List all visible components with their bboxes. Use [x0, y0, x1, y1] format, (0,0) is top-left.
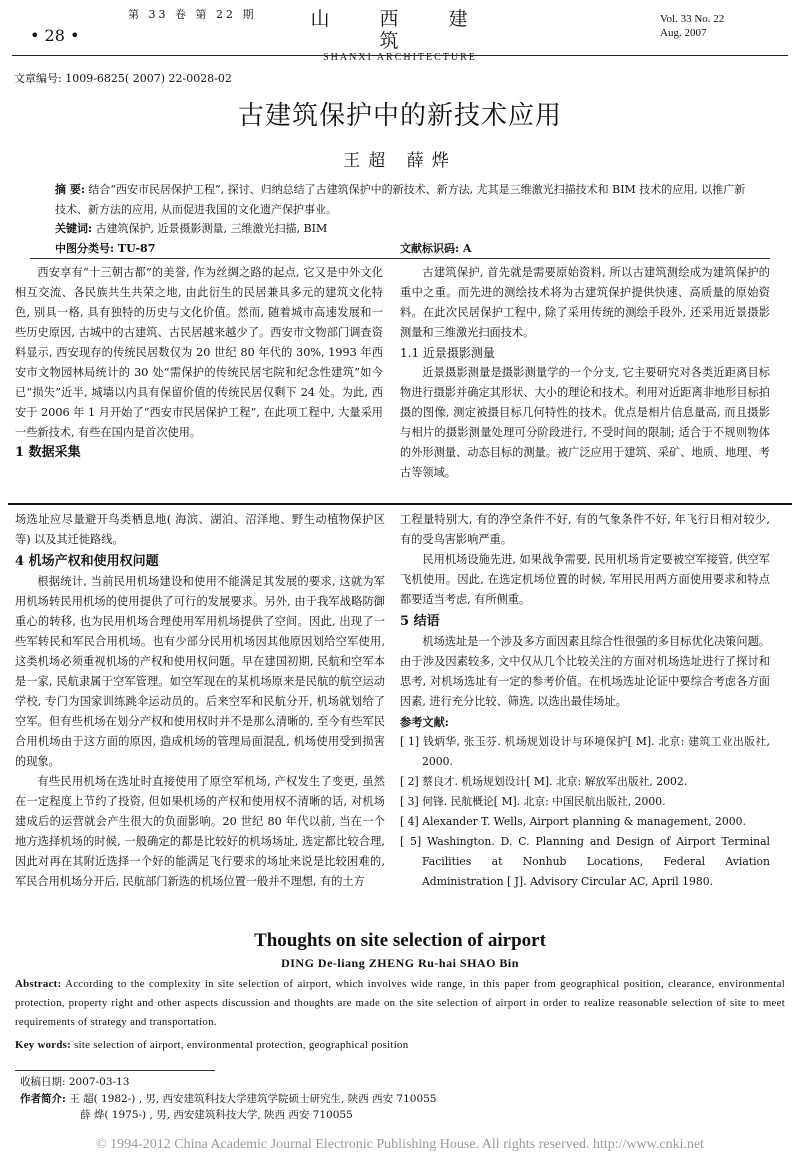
body-right-column-1 — [400, 263, 770, 483]
english-title: Thoughts on site selection of airport — [254, 930, 546, 951]
abstract-separator — [30, 258, 770, 259]
body-left-column-2 — [15, 510, 385, 892]
section-heading: 1 数据采集 — [15, 445, 81, 460]
paragraph: 西安享有“十三朝古都”的美誉, 作为丝绸之路的起点, 它又是中外文化相互交流、各民族共生共荣之地, 由此衍生的民居兼具多元的建筑文化特色, 别具一格, 具有独特的历史与文化价值。然而, 随着城市高速发展和一些历史原因, 古城中的古建筑、古民居越来越少了。西安市文物部门调查资料显示, 西安现存的传统民居数仅为 20 世纪 80 年代的 30%, 1993 年西安市文物园林局统计的 30 处“需保护的传统民居宅院和纪念性建筑”如今已“损失”近半, 城墙以内具有保留价值的传统民居仅剩下 24 处。为此, 西安于 2006 年 1 月开始了“西安市民居保护工程”, 在此项工程中, 大量采用一些新技术, 有些在国内是首次使用。 — [15, 266, 383, 439]
article-divider — [8, 503, 792, 505]
section-heading: 5 结语 — [400, 614, 440, 629]
journal-name-en: SHANXI ARCHITECTURE — [323, 52, 477, 63]
reference-item: [ 1] 钱炳华, 张玉芬. 机场规划设计与环境保护[ M]. 北京: 建筑工业出版社, 2000. — [400, 735, 770, 768]
keywords-text: 古建筑保护, 近景摄影测量, 三维激光扫描, BIM — [95, 222, 328, 235]
english-keywords-text: site selection of airport, environmental protection, geographical position — [74, 1039, 409, 1051]
english-abstract-label: Abstract: — [15, 978, 62, 990]
paragraph: 民用机场设施先进, 如果战争需要, 民用机场肯定要被空军接管, 供空军飞机使用。因此, 在选定机场位置的时候, 军用民用两方面使用要求和特点都要适当考虑, 有所侧重。 — [400, 553, 770, 606]
author-bio-1: 王 超( 1982-) , 男, 西安建筑科技大学建筑学院硕士研究生, 陕西 西安 710055 — [69, 1093, 437, 1105]
abstract-text: 结合“西安市民居保护工程”, 探讨、归纳总结了古建筑保护中的新技术、新方法, 尤其是三维激光扫描技术和 BIM 技术的应用, 以推广新技术、新方法的应用, 从而促进我国的文化遗产保护事业。 — [55, 183, 746, 216]
abstract-label: 摘 要: — [55, 183, 85, 196]
paragraph: 根据统计, 当前民用机场建设和使用不能满足其发展的要求, 这就为军用机场转民用机场的使用提供了可行的发展要求。另外, 由于我军战略防御重心的转移, 也为民用机场合理使用军用机场提供了空间。因此, 出现了一些军转民和军民合用机场。也有少部分民用机场因其他原因划给空军使用, 这类机场必须重视机场的产权和使用权问题。早在建国初期, 民航和空军本是一家, 民航隶属于空军管理。如空军现在的某机场原来是民航的航空运动学校, 专门为国家训练跳伞运动员的。后来空军和民航分开, 机场就划给了空军。但有些机场在划分产权和使用权时并不是那么清晰的, 至今有些军民合用机场由于这方面的原因, 造成机场的管理局面混乱, 机场使用受到损害的现象。 — [15, 575, 385, 768]
body-left-column-1 — [15, 263, 383, 463]
english-keywords-label: Key words: — [15, 1039, 72, 1051]
paragraph: 近景摄影测量是摄影测量学的一个分支, 它主要研究对各类近距离目标物进行摄影并确定其形状、大小的理论和技术。利用对近距离非地形目标拍摄的图像, 测定被摄目标几何特性的技术。优点是相片信息量高, 而且摄影与相片的摄影测量处理可分阶段进行, 不受时间的限制; 适合于不规则物体的外形测量、动态目标的测量。被广泛应用于建筑、采矿、地质、地理、考古等领域。 — [400, 366, 770, 479]
reference-item: [ 5] Washington. D. C. Planning and Design of Airport Terminal Facilities at Nonhub Locations, Federal Aviation Administration [ J]. Advisory Circular AC, April 1980. — [400, 835, 770, 888]
english-keywords — [15, 1036, 785, 1055]
paragraph: 机场选址是一个涉及多方面因素且综合性很强的多目标优化决策问题。由于涉及因素较多, 文中仅从几个比较关注的方面对机场选址进行了探讨和思考, 对机场选址有一定的参考价值。在机场选址论证中要综合考虑各方面因素, 进行充分比较、筛选, 以选出最佳场址。 — [400, 635, 770, 708]
author-bio-label: 作者简介: — [20, 1093, 66, 1105]
paragraph: 工程量特别大, 有的净空条件不好, 有的气象条件不好, 年飞行日相对较少, 有的受鸟害影响严重。 — [400, 513, 770, 546]
english-abstract-block — [15, 930, 785, 1055]
paragraph: 有些民用机场在选址时直接使用了原空军机场, 产权发生了变更, 虽然在一定程度上节约了投资, 但如果机场的产权和使用权不清晰的话, 对机场建成后的运营就会产生很大的负面影响。20 世纪 80 年代以前, 当在一个地方选择机场的时候, 一般确定的都是比较好的机场场址, 选定都比较合理, 因此对再在其附近选择一个好的能满足飞行要求的场址来说是比较困难的, 军民合用机场分开后, 民航部门新选的机场位置一般并不理想, 有的土方 — [15, 775, 385, 888]
classification-number: 中图分类号: TU-87 — [55, 242, 156, 255]
volume-line: 第 33 卷 第 22 期 — [128, 8, 257, 21]
references-label: 参考文献: — [400, 715, 449, 729]
volume-info-en — [660, 12, 724, 40]
received-date: 收稿日期: 2007-03-13 — [20, 1076, 130, 1088]
volume-line-en: Vol. 33 No. 22 — [660, 13, 725, 25]
article-authors: 王超 薛烨 — [343, 151, 457, 171]
reference-item: [ 4] Alexander T. Wells, Airport planning & management, 2000. — [400, 815, 746, 828]
abstract — [55, 180, 755, 220]
journal-name-cn: 山 西 建 筑 — [310, 8, 490, 52]
author-bio-2: 薛 烨( 1975-) , 男, 西安建筑科技大学, 陕西 西安 710055 — [80, 1109, 353, 1121]
keywords — [55, 220, 755, 236]
paragraph: 古建筑保护, 首先就是需要原始资料, 所以古建筑测绘成为建筑保护的重中之重。而先进的测绘技术将为古建筑保护提供快速、高质量的原始资料。在此次民居保护工程中, 除了采用传统的测绘手段外, 还采用近景摄影测量和三维激光扫面技术。 — [400, 266, 770, 339]
page-number: • 28 • — [30, 26, 80, 45]
document-code: 文献标识码: A — [400, 242, 472, 255]
english-abstract-text: According to the complexity in site selection of airport, which involves wide range, in this paper from geographical position, clearance, environmental protection, property right and other aspects discussion and thoughts are made on the site selection of airport in order to realize reasonable selection of site to meet requirements of strategy and transportation. — [15, 978, 785, 1028]
body-right-column-2 — [400, 510, 770, 892]
english-abstract — [15, 975, 785, 1032]
copyright-watermark: © 1994-2012 China Academic Journal Electronic Publishing House. All rights reserved. http://www.cnki.net — [95, 1137, 705, 1152]
article-number: 文章编号: 1009-6825( 2007) 22-0028-02 — [14, 72, 232, 85]
section-heading: 4 机场产权和使用权问题 — [15, 554, 159, 569]
header-rule — [12, 55, 788, 56]
reference-item: [ 2] 蔡良才. 机场规划设计[ M]. 北京: 解放军出版社, 2002. — [400, 775, 688, 788]
reference-item: [ 3] 何锋. 民航概论[ M]. 北京: 中国民航出版社, 2000. — [400, 795, 666, 808]
english-authors: DING De-liang ZHENG Ru-hai SHAO Bin — [281, 956, 519, 970]
subsection-heading: 1.1 近景摄影测量 — [400, 346, 495, 360]
footnote-rule — [15, 1070, 215, 1071]
article-title: 古建筑保护中的新技术应用 — [237, 101, 562, 131]
volume-info-cn — [128, 8, 256, 22]
date-line-en: Aug. 2007 — [660, 27, 707, 39]
paragraph: 场选址应尽量避开鸟类栖息地( 海滨、湖泊、沼泽地、野生动植物保护区等) 以及其迁徙路线。 — [15, 513, 385, 546]
keywords-label: 关键词: — [55, 222, 93, 235]
references-list — [400, 732, 770, 892]
author-bio — [20, 1091, 437, 1107]
